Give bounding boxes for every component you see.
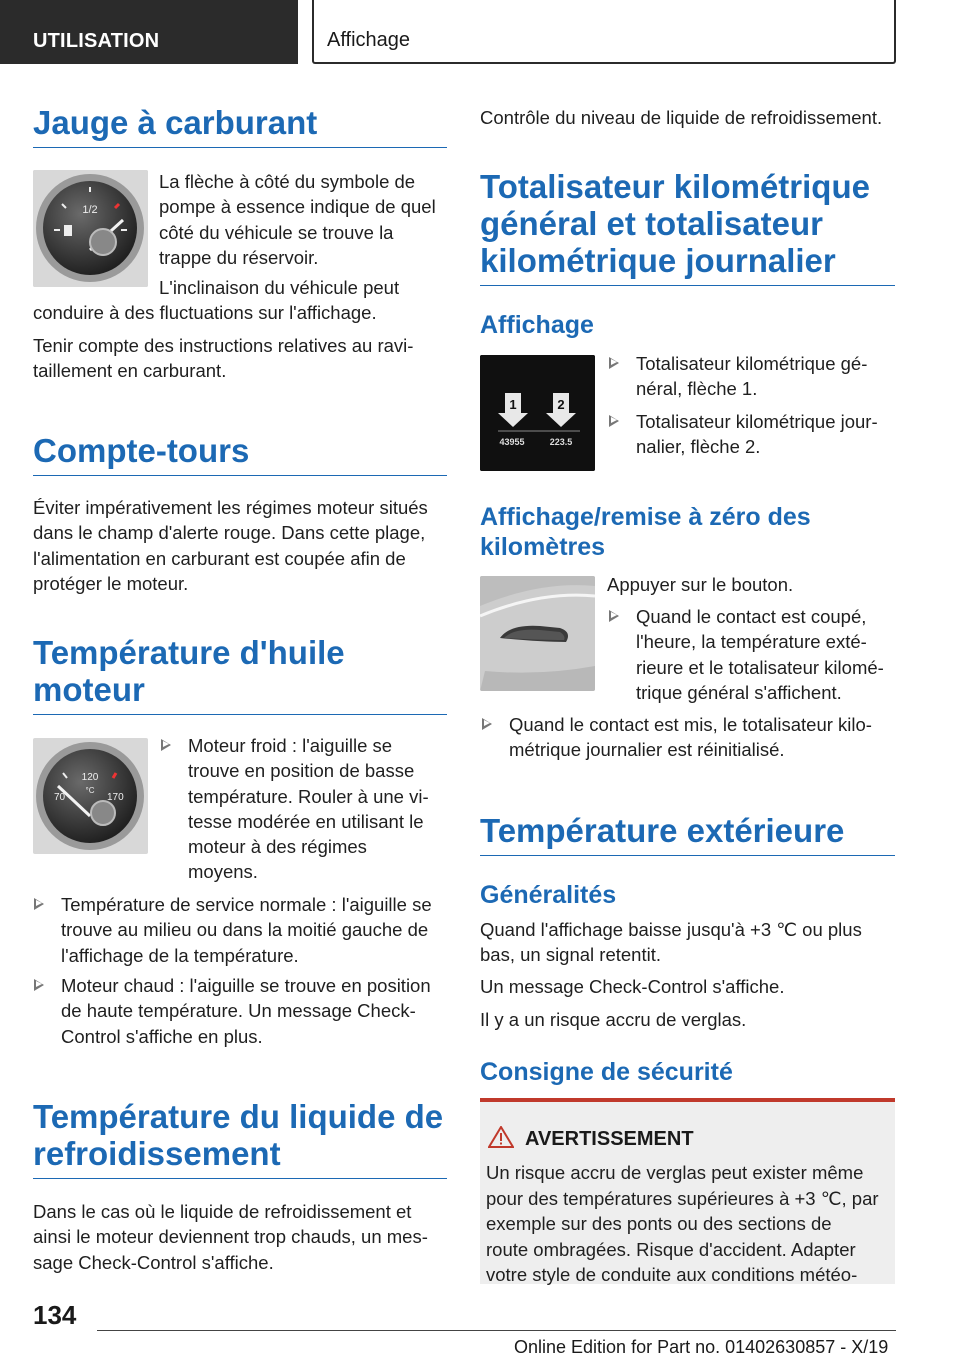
oil-bullet-normal: Température de service normale : l'aiguille se trouve au milieu ou dans la moitié gauche de l'affichage de la température. [61, 892, 451, 968]
coolant-continuation: Contrôle du niveau de liquide de refroidissement. [480, 107, 883, 128]
warning-title: AVERTISSEMENT [525, 1128, 694, 1150]
odometer-heading: Totalisateur kilométrique général et totalisateur kilométrique journalier [480, 168, 895, 286]
bullet-triangle-icon [34, 979, 44, 991]
edition-note: Online Edition for Part no. 01402630857 - X/19 [514, 1337, 889, 1357]
fuel-gauge-image [33, 170, 148, 287]
fuel-paragraph-1: La flèche à côté du symbole de pompe à essence indique de quel côté du véhicule se trouve la trappe du réservoir. [159, 171, 436, 268]
gauge-half-label: 1/2 [82, 204, 98, 216]
reset-subheading: Affichage/remise à zéro des kilomètres [480, 503, 811, 561]
safety-subheading: Consigne de sécurité [480, 1058, 733, 1086]
bullet-triangle-icon [609, 610, 619, 622]
outside-temp-heading: Température extérieure [480, 812, 895, 856]
bullet-triangle-icon [34, 898, 44, 910]
odometer-value: 43955 [499, 437, 525, 447]
subsection-tab [312, 0, 896, 64]
warning-box [480, 1098, 895, 1284]
bullet-triangle-icon [609, 415, 619, 427]
bullet-triangle-icon [482, 718, 492, 730]
trip-value: 223.5 [549, 437, 573, 447]
section-label: UTILISATION [33, 30, 160, 52]
arrow-2-label: 2 [557, 397, 565, 412]
oil-temp-heading: Température d'huile moteur [33, 634, 447, 715]
fuel-paragraph-3: Tenir compte des instructions relatives au ravi- taillement en carburant. [33, 335, 414, 382]
footer-divider [97, 1330, 896, 1331]
reset-instruction: Appuyer sur le bouton. [607, 574, 794, 595]
reset-bullet-off: Quand le contact est coupé, l'heure, la température exté- rieure et le totalisateur kilomé- trique général s'affichent. [636, 604, 896, 705]
general-paragraph-3: Il y a un risque accru de verglas. [480, 1009, 747, 1030]
reset-bullet-on: Quand le contact est mis, le totalisateur kilo- métrique journalier est réinitialisé. [509, 712, 897, 763]
arrow-1-label: 1 [509, 397, 517, 412]
fuel-gauge-heading: Jauge à carburant [33, 104, 447, 148]
gauge-top-label: 120 [81, 772, 99, 783]
coolant-heading: Température du liquide de refroidissement [33, 1098, 447, 1179]
gauge-right-label: 170 [107, 792, 124, 803]
fuel-paragraph-2a: L'inclinaison du véhicule peut [159, 277, 400, 298]
display-subheading: Affichage [480, 311, 594, 339]
gauge-unit-label: °C [85, 786, 95, 795]
tachometer-paragraph: Éviter impérativement les régimes moteur situés dans le champ d'alerte rouge. Dans cette plage, l'alimentation en carburant est coupée afin de protéger le moteur. [33, 497, 428, 594]
bullet-triangle-icon [161, 739, 171, 751]
section-tab [0, 0, 298, 64]
general-subheading: Généralités [480, 881, 617, 909]
general-paragraph-2: Un message Check-Control s'affiche. [480, 976, 785, 997]
odometer-display-image [480, 355, 595, 471]
odo-bullet-trip: Totalisateur kilométrique jour- nalier, flèche 2. [636, 409, 896, 460]
subsection-label: Affichage [327, 29, 411, 51]
gauge-left-label: 70 [54, 792, 66, 803]
tachometer-heading: Compte-tours [33, 432, 447, 476]
warning-triangle-icon [488, 1126, 514, 1148]
warning-text: Un risque accru de verglas peut exister même pour des températures supérieures à +3 ℃, par exemple sur des ponts ou des sections de route ombragées. Risque d'accident. Adapter votre style de conduite aux conditions météo- [486, 1162, 879, 1285]
odo-bullet-total: Totalisateur kilométrique gé- néral, flèche 1. [636, 351, 896, 402]
oil-bullet-cold: Moteur froid : l'aiguille se trouve en position de basse température. Rouler à une vi- tesse modérée en utilisant le moteur à des régimes moyens. [188, 733, 450, 885]
page-number: 134 [33, 1300, 77, 1330]
general-paragraph-1: Quand l'affichage baisse jusqu'à +3 ℃ ou plus bas, un signal retentit. [480, 919, 862, 966]
oil-temp-gauge-image [33, 738, 148, 854]
coolant-paragraph: Dans le cas où le liquide de refroidissement et ainsi le moteur deviennent trop chauds, un mes- sage Check-Control s'affiche. [33, 1201, 428, 1273]
reset-button-image [480, 576, 595, 691]
bullet-triangle-icon [609, 357, 619, 369]
fuel-paragraph-2b: conduire à des fluctuations sur l'affichage. [33, 302, 377, 323]
oil-bullet-hot: Moteur chaud : l'aiguille se trouve en position de haute température. Un message Check- Control s'affiche en plus. [61, 973, 451, 1049]
